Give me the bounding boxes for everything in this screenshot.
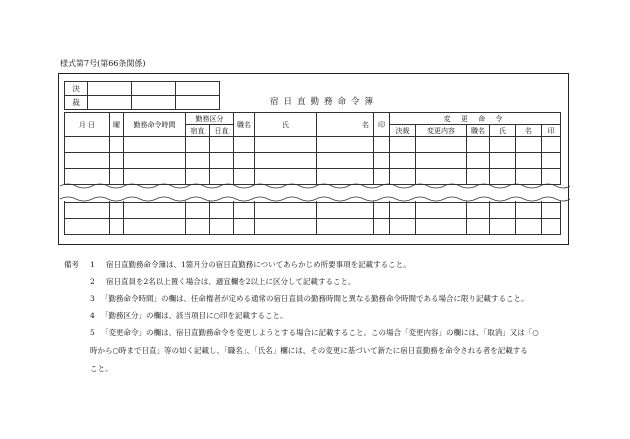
note-text-continued: こと。 [90, 364, 113, 373]
register-title: 宿日直勤務命令簿 [270, 97, 379, 107]
table-row [65, 219, 561, 235]
notes-label: 備考 [64, 260, 79, 269]
header-seal: 印 [374, 113, 390, 137]
form-code: 様式第7号(第66条関係) [60, 59, 146, 68]
note-text: 「変更命令」の欄は、宿日直勤務命令を変更しようとする場合に記載すること。この場合「変更内容」の欄には、「取消」又は「○ [101, 328, 539, 337]
note-text: 「勤務区分」の欄は、該当項目に○印を記載すること。 [101, 311, 288, 320]
header-change-name-left: 氏 [490, 125, 516, 137]
header-date: 月 日 [65, 113, 110, 137]
approval-cell [132, 96, 176, 110]
header-change-content: 変更内容 [416, 125, 467, 137]
table-row [65, 153, 561, 169]
table-row [65, 137, 561, 153]
note-number: 4 [90, 311, 95, 320]
header-name-right: 名 [317, 113, 374, 137]
table-break-wave [58, 180, 572, 206]
header-day-duty: 日直 [210, 125, 234, 137]
header-change-order: 変 更 命 令 [390, 113, 561, 125]
approval-label-bottom: 裁 [65, 96, 88, 110]
header-position: 職名 [234, 113, 255, 137]
approval-cell [176, 96, 220, 110]
approval-cell [88, 82, 132, 96]
note-text-continued: 時から○時まで日直」等の如く記載し、「職名」、「氏名」欄には、その変更に基づいて新たに宿日直勤務を命令される者を記載する [90, 346, 528, 355]
note-text: 宿日直員を2名以上置く場合は、適宜欄を2以上に区分して記載すること。 [106, 277, 356, 286]
note-number: 3 [90, 294, 95, 303]
header-change-seal: 印 [542, 125, 561, 137]
approval-cell [176, 82, 220, 96]
approval-label-top: 決 [65, 82, 88, 96]
header-night-duty: 宿直 [186, 125, 210, 137]
header-change-approval: 決裁 [390, 125, 416, 137]
header-change-position: 職名 [467, 125, 490, 137]
note-text: 「勤務命令時間」の欄は、任命権者が定める通常の宿日直員の勤務時間と異なる勤務命令時間である場合に限り記載すること。 [101, 294, 529, 303]
register-table [64, 112, 561, 235]
note-number: 2 [90, 277, 95, 286]
approval-cell [132, 82, 176, 96]
note-number: 1 [90, 260, 95, 269]
approval-cell [88, 96, 132, 110]
header-name-left: 氏 [255, 113, 317, 137]
header-weekday: 曜 [110, 113, 124, 137]
header-change-name-right: 名 [516, 125, 542, 137]
approval-grid [64, 81, 220, 110]
header-duty-type: 勤務区分 [186, 113, 234, 125]
note-text: 宿日直勤務命令簿は、1箇月分の宿日直勤務についてあらかじめ所要事項を記載すること。 [106, 260, 411, 269]
note-number: 5 [90, 328, 95, 337]
header-ordered-time: 勤務命令時間 [124, 113, 186, 137]
